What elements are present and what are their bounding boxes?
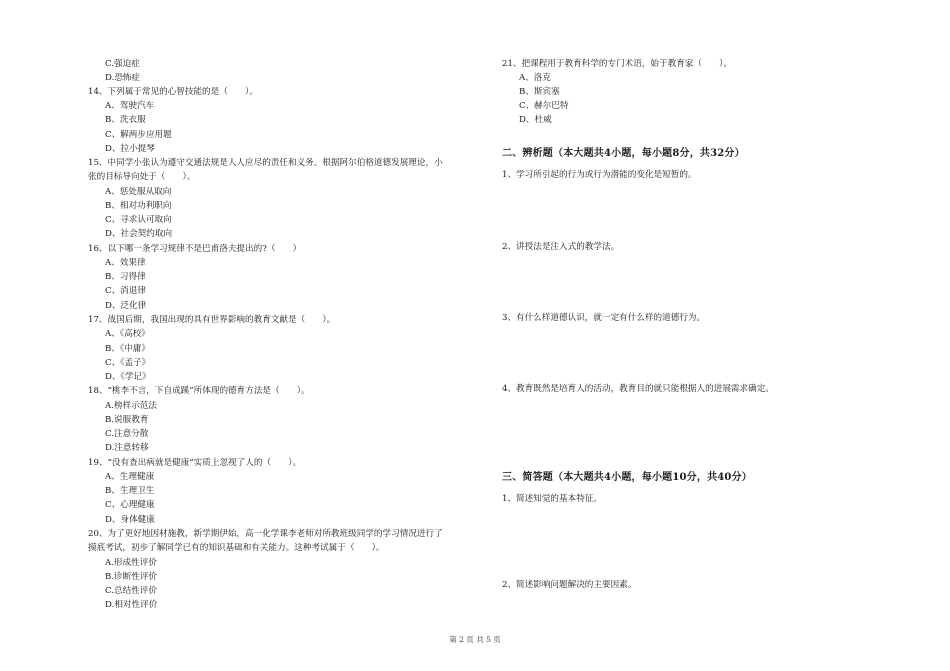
option-16d: D、泛化律 bbox=[105, 301, 147, 311]
option-14b: B、洗衣服 bbox=[105, 115, 146, 125]
option-17a: A、《高校》 bbox=[105, 329, 150, 339]
option-17b: B、《中庸》 bbox=[105, 344, 150, 354]
option-16c: C、消退律 bbox=[105, 286, 146, 296]
question-14: 14、下列属于常见的心智技能的是（ ）。 bbox=[88, 87, 258, 97]
option-13d: D.恐怖症 bbox=[105, 73, 141, 83]
option-14c: C、解两步应用题 bbox=[105, 130, 172, 140]
option-14a: A、驾驶汽车 bbox=[105, 101, 155, 111]
option-16b: B、习得律 bbox=[105, 272, 146, 282]
option-17d: D、《学记》 bbox=[105, 372, 151, 382]
option-19a: A、生理健康 bbox=[105, 472, 155, 482]
section-3-item-1: 1、简述知觉的基本特征。 bbox=[502, 494, 602, 504]
option-18c: C.注意分散 bbox=[105, 429, 149, 439]
section-2-item-3: 3、有什么样道德认识，就一定有什么样的道德行为。 bbox=[502, 313, 706, 323]
option-16a: A、效果律 bbox=[105, 258, 146, 268]
question-19: 19、“没有查出病就是健康”实质上忽视了人的（ ）。 bbox=[88, 458, 302, 468]
question-15-line1: 15、中同学小张认为遵守交通法规是人人应尽的责任和义务。根据阿尔伯格道德发展理论，小 bbox=[88, 158, 443, 168]
option-18b: B.说服教育 bbox=[105, 415, 149, 425]
option-15b: B、相对功利职向 bbox=[105, 201, 172, 211]
question-20-line2: 摸底考试，初步了解同学已有的知识基础和有关能力。这种考试属于（ ）。 bbox=[88, 543, 385, 553]
question-20-line1: 20、为了更好地因材施教，新学期伊始，高一化学课李老师对所教班级同学的学习情况进行了 bbox=[88, 529, 443, 539]
option-15c: C、寻求认可取向 bbox=[105, 215, 172, 225]
page-footer: 第 2 页 共 5 页 bbox=[449, 635, 501, 644]
section-2-item-2: 2、讲授法是注入式的教学法。 bbox=[502, 242, 620, 252]
question-17: 17、战国后期，我国出现的具有世界影响的教育文献是（ ）。 bbox=[88, 315, 336, 325]
option-19d: D、身体健康 bbox=[105, 515, 155, 525]
section-3-heading: 三、简答题（本大题共4小题，每小题10分，共40分） bbox=[502, 472, 752, 483]
option-21a: A、洛克 bbox=[519, 73, 551, 83]
option-20d: D.相对性评价 bbox=[105, 600, 158, 610]
option-17c: C、《孟子》 bbox=[105, 358, 151, 368]
option-21c: C、赫尔巴特 bbox=[519, 101, 569, 111]
option-15d: D、社会契约取向 bbox=[105, 229, 173, 239]
option-18d: D.注意转移 bbox=[105, 443, 149, 453]
question-21: 21、把课程用于教育科学的专门术语，始于教育家（ ）。 bbox=[502, 59, 733, 69]
question-18: 18、“桃李不言，下自成蹊”所体现的德育方法是（ ）。 bbox=[88, 386, 310, 396]
option-15a: A、惩处服从取向 bbox=[105, 187, 172, 197]
question-16: 16、以下哪一条学习规律不是巴甫洛夫提出的?（ ） bbox=[88, 244, 302, 254]
option-21b: B、斯宾塞 bbox=[519, 87, 560, 97]
option-21d: D、杜威 bbox=[519, 115, 552, 125]
option-14d: D、拉小提琴 bbox=[105, 144, 155, 154]
option-13c: C.强迫症 bbox=[105, 59, 140, 69]
section-2-item-4: 4、教育既然是培育人的活动，教育目的就只能根据人的进展需求确定。 bbox=[502, 384, 774, 394]
option-20b: B.诊断性评价 bbox=[105, 572, 158, 582]
option-19c: C、心理健康 bbox=[105, 500, 155, 510]
section-2-item-1: 1、学习所引起的行为或行为潜能的变化是短暂的。 bbox=[502, 170, 697, 180]
option-20c: C.总结性评价 bbox=[105, 586, 157, 596]
question-15-line2: 张的目标导向处于（ ）。 bbox=[88, 172, 196, 182]
section-2-heading: 二、辨析题（本大题共4小题，每小题8分，共32分） bbox=[502, 148, 745, 159]
option-19b: B、生理卫生 bbox=[105, 486, 155, 496]
section-3-item-2: 2、简述影响问题解决的主要因素。 bbox=[502, 580, 637, 590]
option-20a: A.形成性评价 bbox=[105, 558, 157, 568]
option-18a: A.榜样示范法 bbox=[105, 401, 157, 411]
